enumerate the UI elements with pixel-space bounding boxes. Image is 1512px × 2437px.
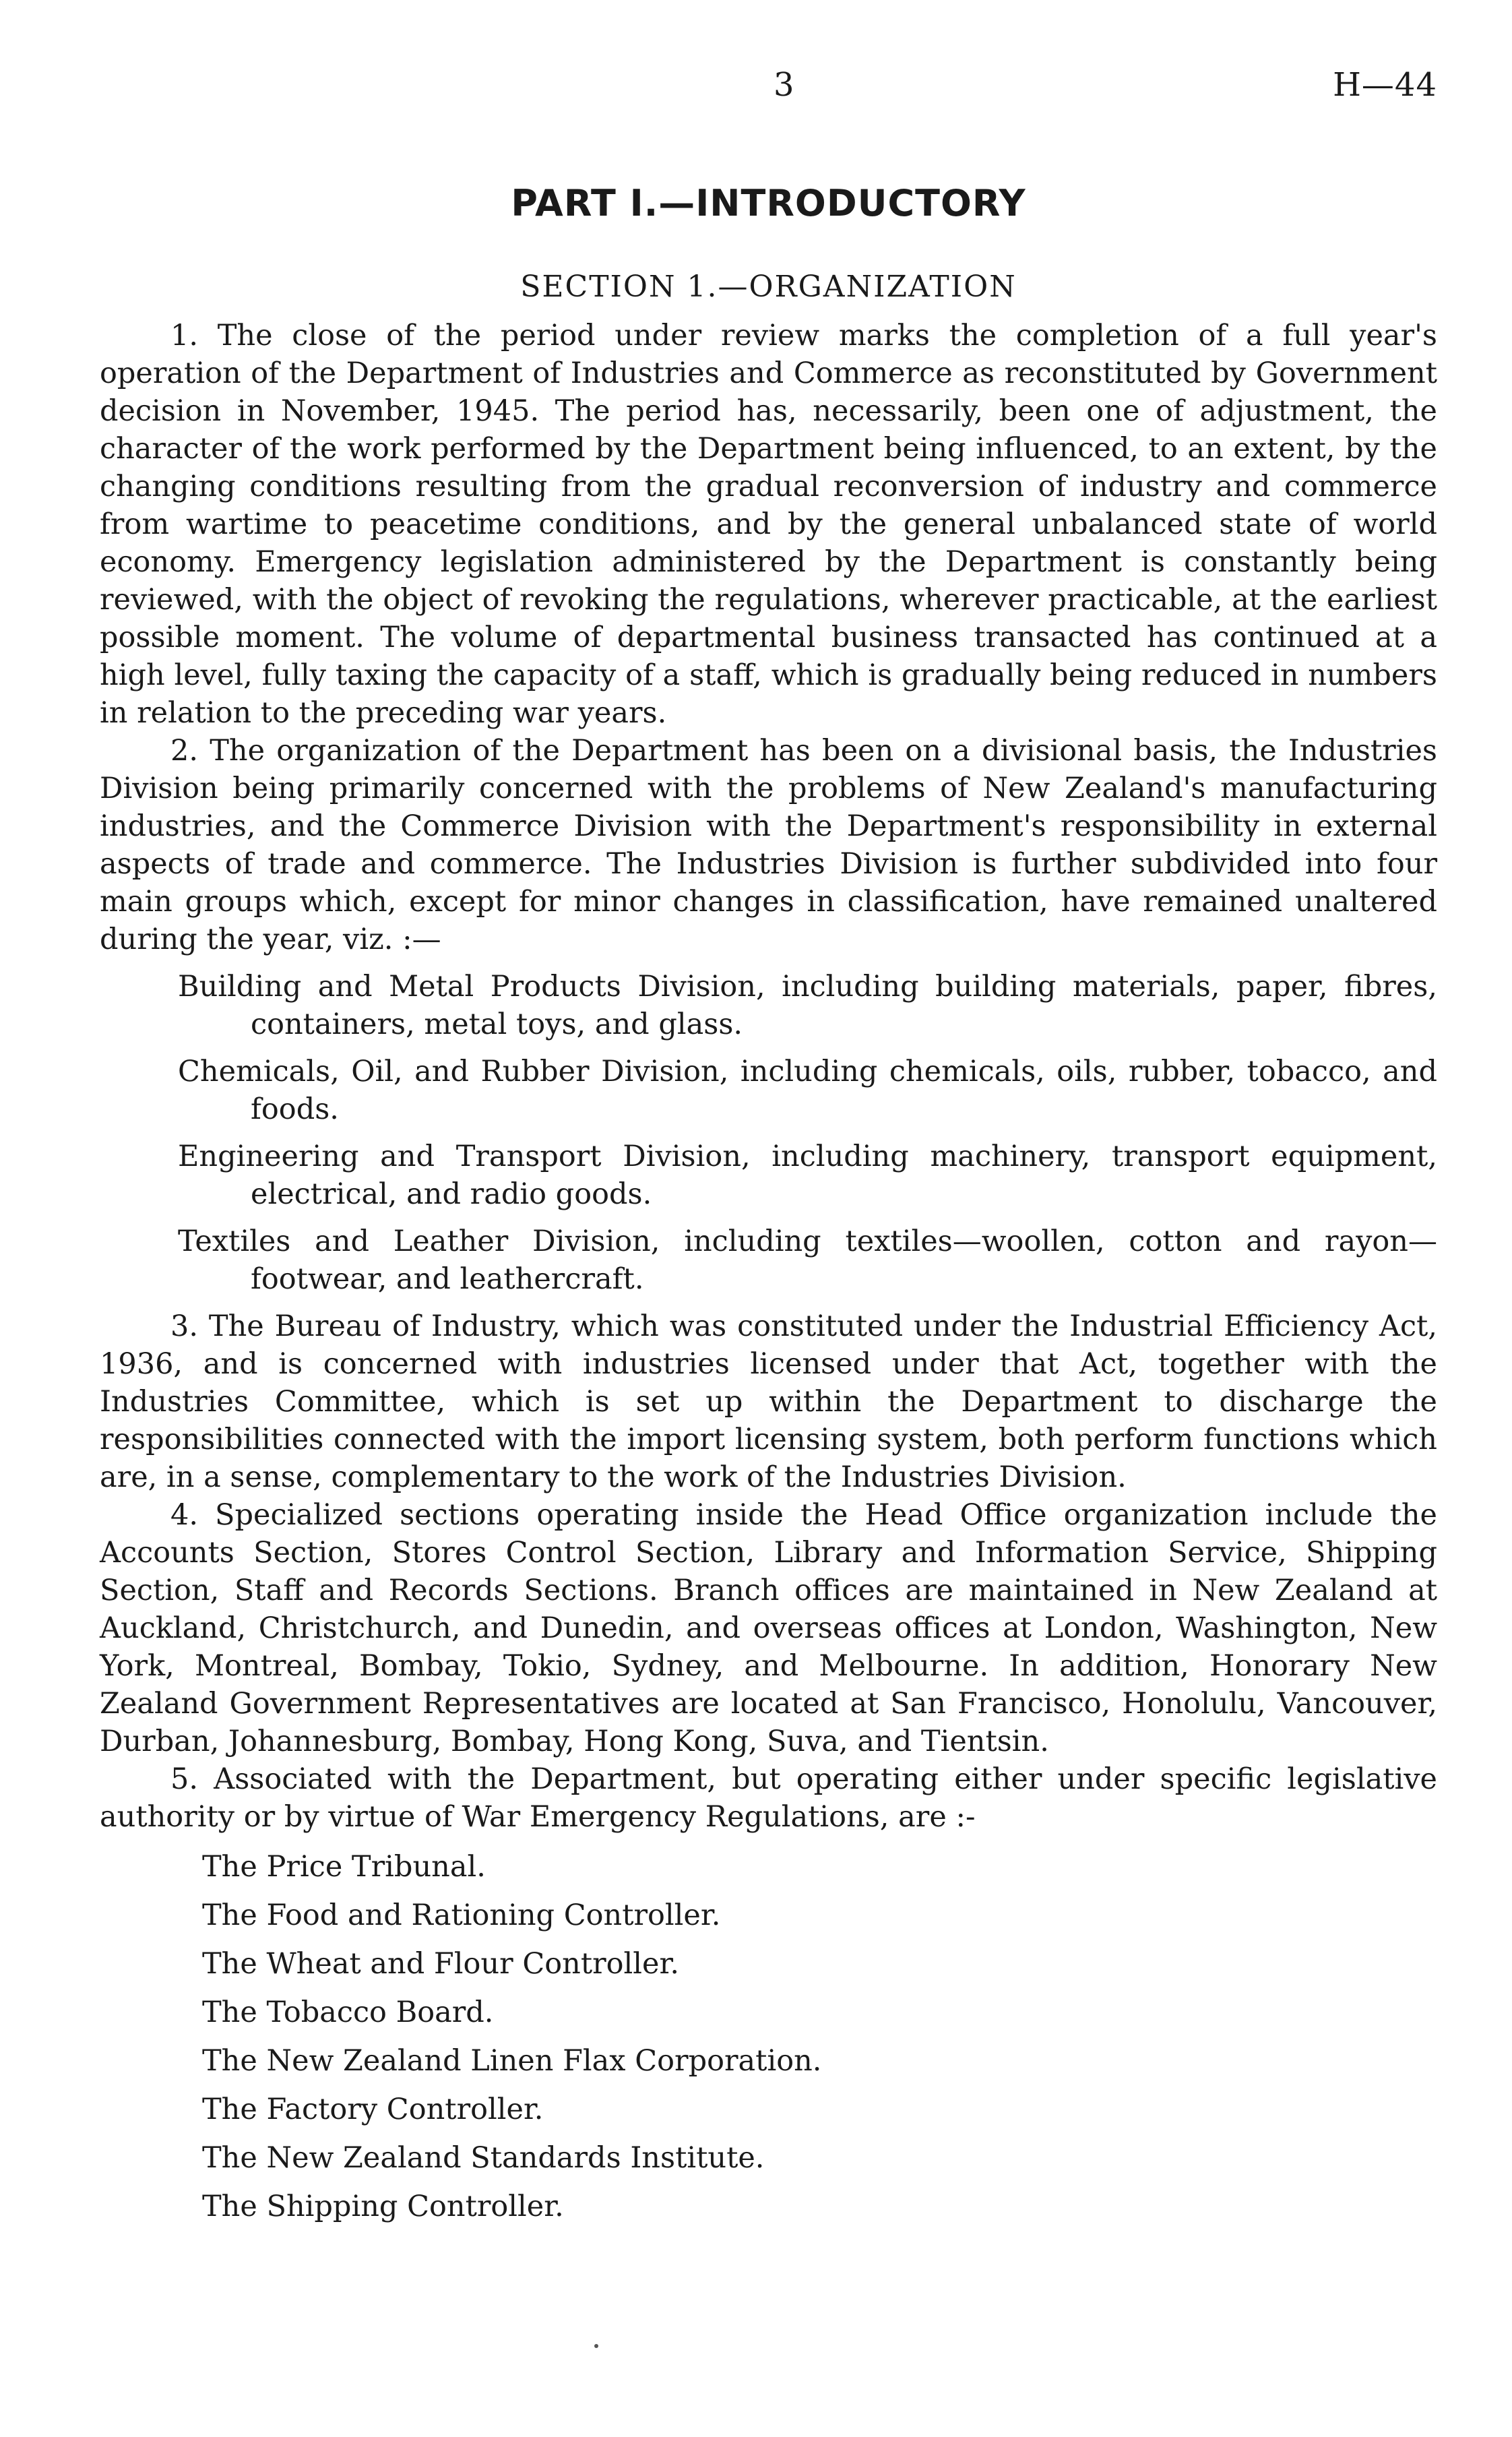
section-title: SECTION 1.—ORGANIZATION <box>520 270 1017 304</box>
paragraph-2: 2. The organization of the Department has been on a divisional basis, the Industries Division being primarily concerned with the problems of New Zealand's manufacturing industries, and the Commerce Division with the Department's responsibility in external aspects of trade and commerce. The Industries Division is further subdivided into four main groups which, except for minor changes in classification, have remained unaltered during the year, viz. :— <box>100 734 1437 956</box>
paragraph-5: 5. Associated with the Department, but operating either under specific legislative authority or by virtue of War Emergency Regulations, are :- <box>100 1762 1437 1834</box>
document-reference: H—44 <box>1333 66 1437 104</box>
page-header <box>100 0 1437 128</box>
division-item: Engineering and Transport Division, including machinery, transport equipment, electrical, and radio goods. <box>178 1140 1437 1211</box>
associated-body-item: The Food and Rationing Controller. <box>202 1899 721 1932</box>
paragraph-4: 4. Specialized sections operating inside the Head Office organization include the Accounts Section, Stores Control Section, Library and Information Service, Shipping Section, Staff and Records Sections. Branch offices are maintained in New Zealand at Auckland, Christchurch, and Dunedin, and overseas offices at London, Washington, New York, Montreal, Bombay, Tokio, Sydney, and Melbourne. In addition, Honorary New Zealand Government Representatives are located at San Francisco, Honolulu, Vancouver, Durban, Johannesburg, Bombay, Hong Kong, Suva, and Tientsin. <box>100 1498 1437 1758</box>
associated-body-item: The Price Tribunal. <box>202 1850 486 1884</box>
print-speck-mark <box>594 2344 598 2348</box>
paragraph-1: 1. The close of the period under review marks the completion of a full year's operation of the Department of Industries and Commerce as reconstituted by Government decision in November, 1945. The period has, necessarily, been one of adjustment, the character of the work performed by the Department being influenced, to an extent, by the changing conditions resulting from the gradual reconversion of industry and commerce from wartime to peacetime conditions, and by the general unbalanced state of world economy. Emergency legislation administered by the Department is constantly being reviewed, with the object of revoking the regulations, wherever practicable, at the earliest possible moment. The volume of departmental business transacted has continued at a high level, fully taxing the capacity of a staff, which is gradually being reduced in numbers in relation to the preceding war years. <box>100 319 1437 730</box>
associated-body-item: The Tobacco Board. <box>202 1996 494 2029</box>
associated-body-item: The Shipping Controller. <box>202 2190 564 2223</box>
division-item: Chemicals, Oil, and Rubber Division, including chemicals, oils, rubber, tobacco, and foods. <box>178 1055 1437 1126</box>
document-body <box>100 317 1437 2231</box>
division-item: Building and Metal Products Division, including building materials, paper, fibres, containers, metal toys, and glass. <box>178 970 1437 1041</box>
associated-body-item: The Wheat and Flour Controller. <box>202 1947 679 1981</box>
paragraph-3: 3. The Bureau of Industry, which was constituted under the Industrial Efficiency Act, 1936, and is concerned with industries licensed under that Act, together with the Industries Committee, which is set up within the Department to discharge the responsibilities connected with the import licensing system, both perform functions which are, in a sense, complementary to the work of the Industries Division. <box>100 1309 1437 1494</box>
part-title: PART I.—INTRODUCTORY <box>511 182 1026 224</box>
associated-bodies-list <box>100 1843 1437 2231</box>
document-page <box>100 0 1437 2223</box>
associated-body-item: The New Zealand Standards Institute. <box>202 2141 765 2175</box>
associated-body-item: The New Zealand Linen Flax Corporation. <box>202 2044 822 2078</box>
associated-body-item: The Factory Controller. <box>202 2093 544 2126</box>
division-list <box>100 968 1437 1298</box>
page-number: 3 <box>774 66 794 104</box>
division-item: Textiles and Leather Division, including textiles—woollen, cotton and rayon—footwear, and leathercraft. <box>178 1225 1437 1296</box>
